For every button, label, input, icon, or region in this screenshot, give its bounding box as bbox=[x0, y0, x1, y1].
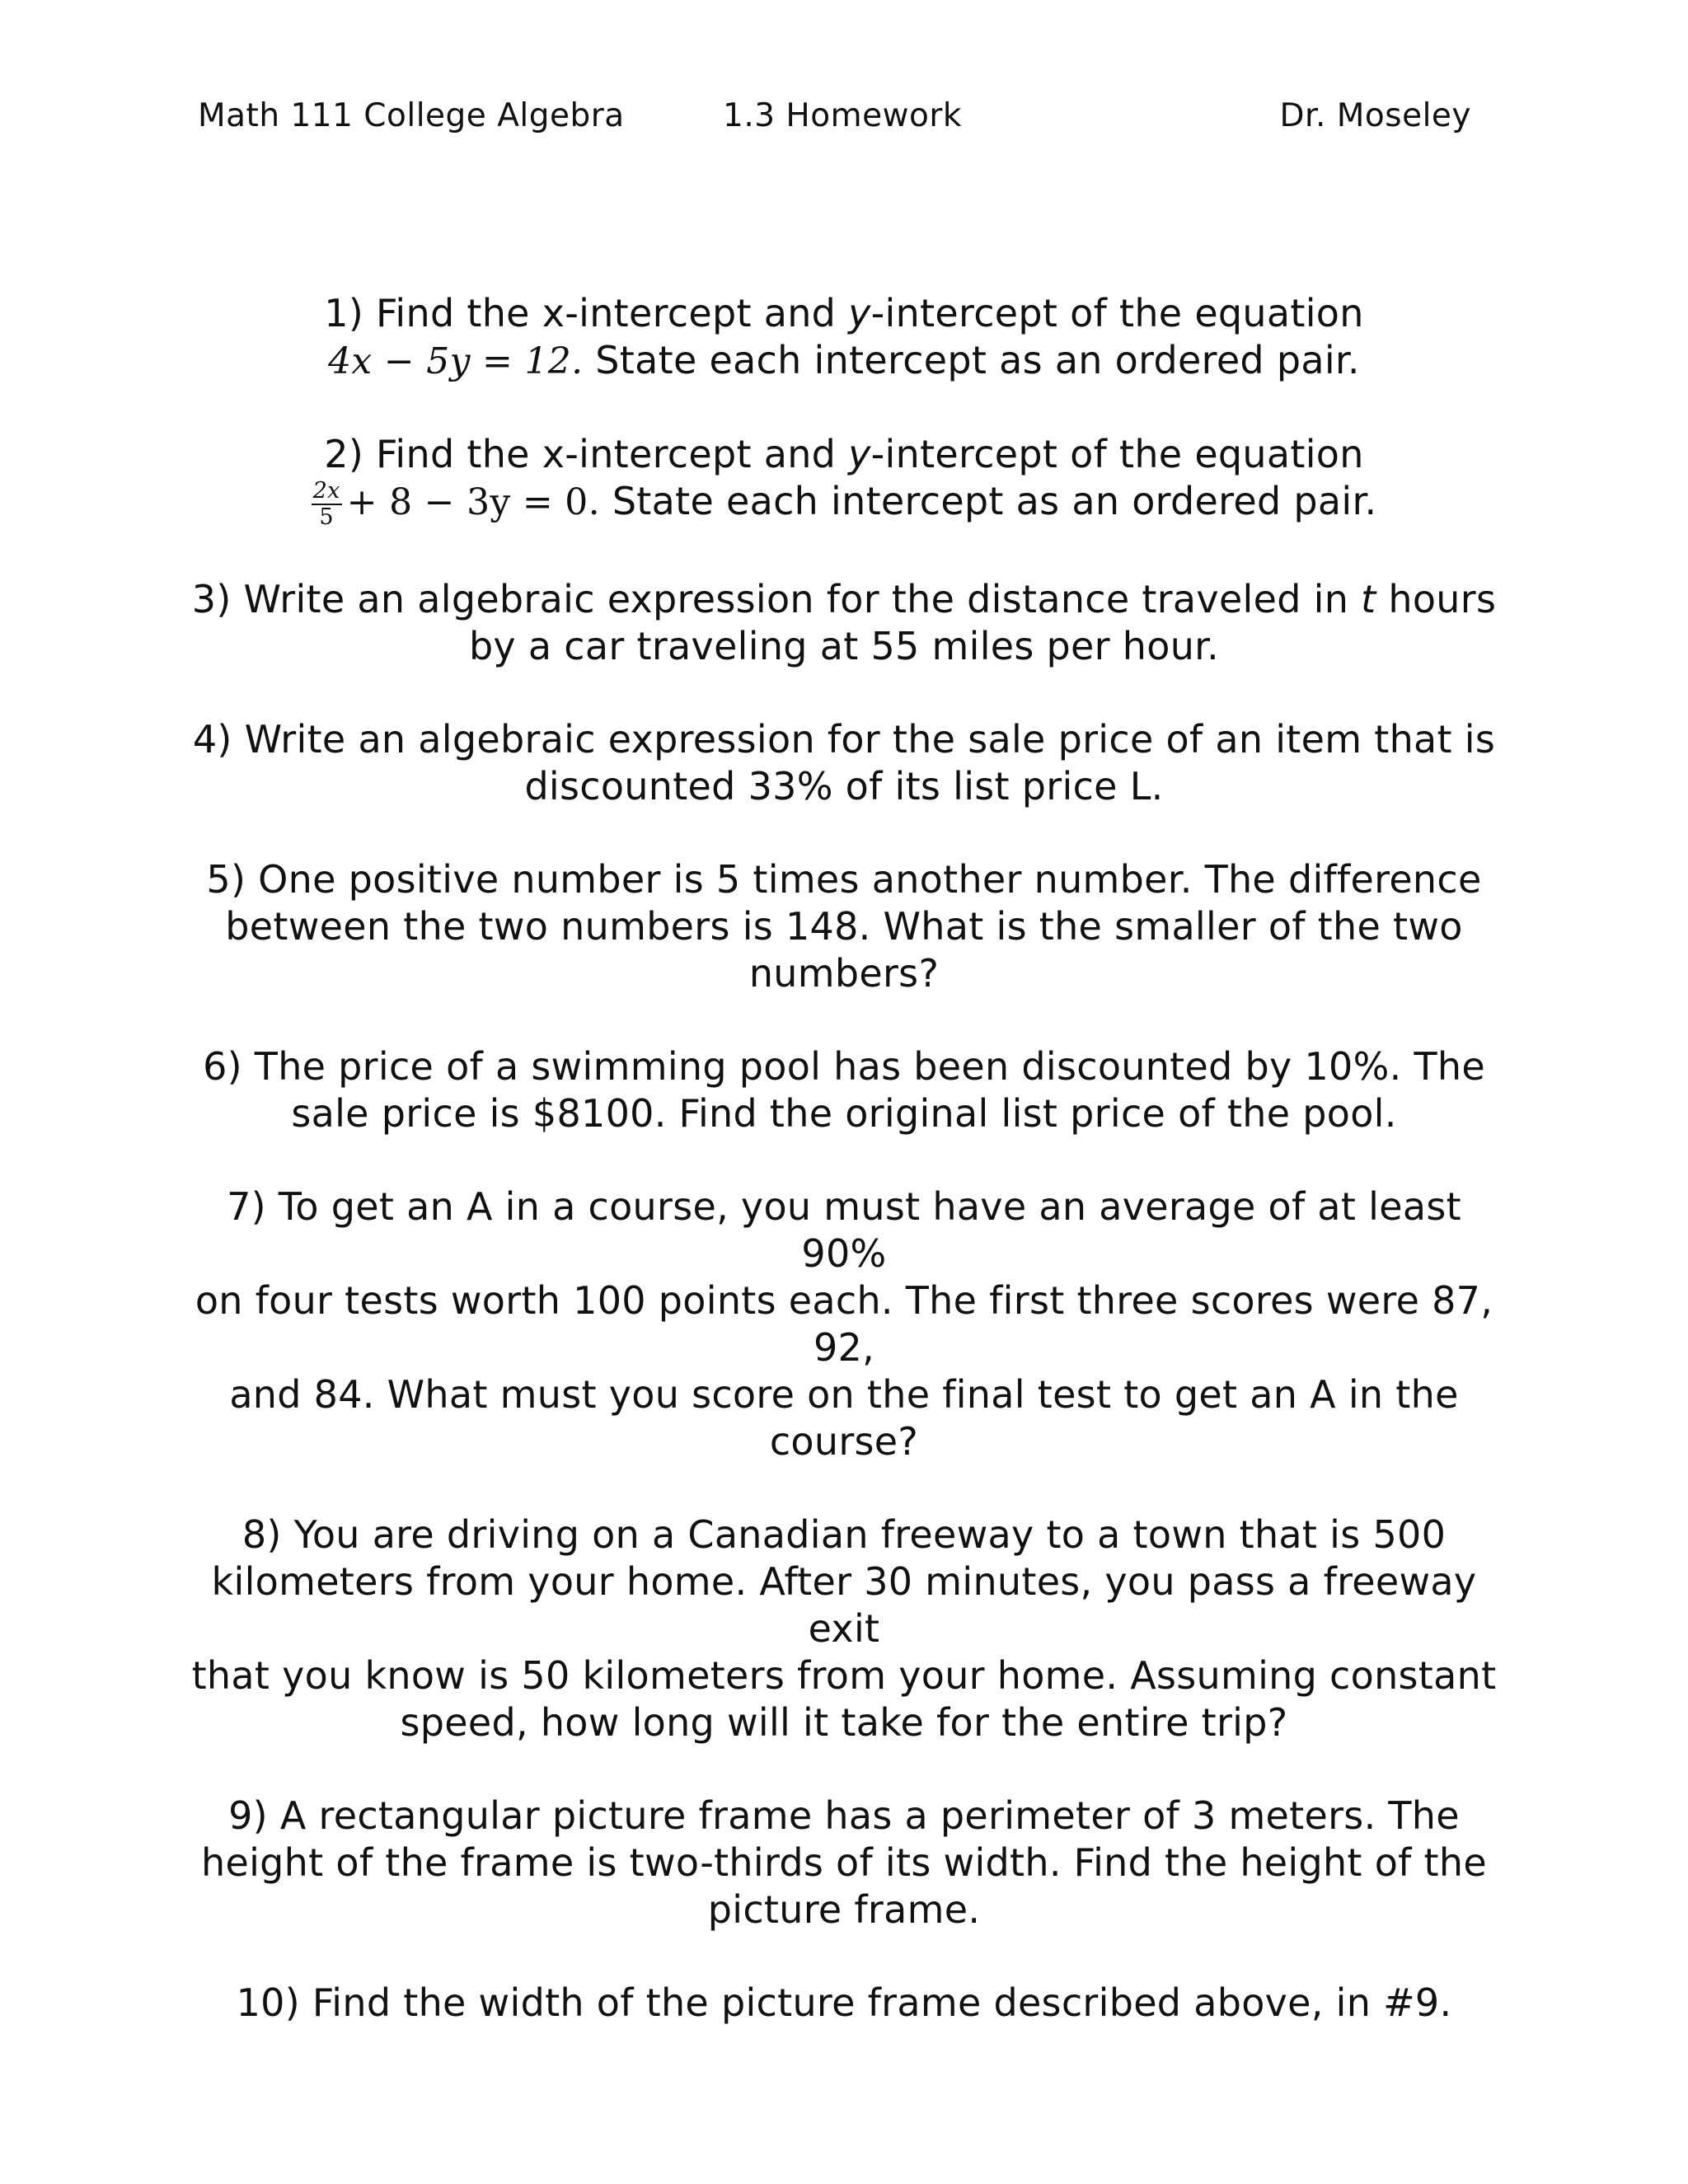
problem-8-line-4: speed, how long will it take for the entire trip? bbox=[400, 1699, 1288, 1745]
problem-3-line-1 bbox=[190, 576, 1498, 623]
problem-8-line-3: that you know is 50 kilometers from your home. Assuming constant bbox=[191, 1652, 1497, 1698]
course-title: Math 111 College Algebra bbox=[198, 97, 625, 134]
problem-3 bbox=[190, 576, 1498, 670]
problem-2-instruction: State each intercept as an ordered pair. bbox=[599, 479, 1377, 523]
problem-7-line-2: on four tests worth 100 points each. The first three scores were 87, 92, bbox=[195, 1277, 1493, 1370]
fraction-numerator: 2x bbox=[312, 477, 340, 504]
problem-1-text: 1) Find the x-intercept and bbox=[324, 291, 849, 335]
problem-2-fraction bbox=[312, 479, 342, 530]
problem-2 bbox=[190, 431, 1498, 530]
problem-1-equation: 4x − 5y = 12. bbox=[328, 340, 584, 382]
problem-9 bbox=[190, 1793, 1498, 1933]
assignment-title: 1.3 Homework bbox=[723, 97, 962, 134]
problem-3-text: 3) Write an algebraic expression for the distance traveled in bbox=[191, 576, 1362, 621]
problem-8-line-2: kilometers from your home. After 30 minutes, you pass a freeway exit bbox=[211, 1558, 1477, 1651]
problem-7-line-3: and 84. What must you score on the final test to get an A in the bbox=[229, 1371, 1459, 1417]
problem-2-text: 2) Find the x-intercept and bbox=[324, 432, 849, 476]
problem-2-line-1 bbox=[190, 431, 1498, 478]
problem-1 bbox=[190, 290, 1498, 385]
page-header bbox=[198, 97, 1471, 147]
problem-4 bbox=[190, 716, 1498, 810]
problem-list bbox=[190, 290, 1498, 2073]
problem-7-line-4: course? bbox=[769, 1418, 919, 1464]
problem-9-line-1: 9) A rectangular picture frame has a perimeter of 3 meters. The bbox=[228, 1793, 1460, 1838]
problem-1-text-end: -intercept of the equation bbox=[870, 291, 1364, 335]
problem-3-line-2: by a car traveling at 55 miles per hour. bbox=[468, 623, 1220, 668]
problem-7-line-1: 7) To get an A in a course, you must have an average of at least 90% bbox=[227, 1183, 1461, 1276]
problem-3-text-end: hours bbox=[1376, 576, 1497, 621]
problem-5 bbox=[190, 856, 1498, 997]
problem-2-equation: + 8 − 3y = 0. bbox=[346, 481, 600, 523]
problem-3-variable: t bbox=[1361, 576, 1376, 621]
problem-1-line-2 bbox=[190, 337, 1498, 385]
problem-5-line-1: 5) One positive number is 5 times another number. The difference bbox=[206, 856, 1482, 902]
problem-8-line-1: 8) You are driving on a Canadian freeway to a town that is 500 bbox=[241, 1511, 1447, 1557]
problem-2-variable: y bbox=[848, 432, 871, 476]
problem-5-line-2: between the two numbers is 148. What is the smaller of the two bbox=[225, 903, 1463, 949]
problem-4-line-1: 4) Write an algebraic expression for the sale price of an item that is bbox=[192, 716, 1496, 762]
problem-9-line-2: height of the frame is two-thirds of its width. Find the height of the bbox=[201, 1840, 1487, 1885]
problem-4-line-2: discounted 33% of its list price L. bbox=[524, 763, 1164, 808]
problem-5-line-3: numbers? bbox=[748, 950, 940, 996]
instructor-name: Dr. Moseley bbox=[1279, 97, 1471, 134]
problem-1-line-1 bbox=[190, 290, 1498, 337]
problem-7 bbox=[190, 1183, 1498, 1465]
problem-10 bbox=[190, 1980, 1498, 2027]
problem-6-line-1: 6) The price of a swimming pool has been discounted by 10%. The bbox=[203, 1043, 1485, 1089]
problem-6 bbox=[190, 1043, 1498, 1137]
problem-9-line-3: picture frame. bbox=[707, 1886, 981, 1932]
problem-1-variable: y bbox=[848, 291, 871, 335]
problem-6-line-2: sale price is $8100. Find the original list price of the pool. bbox=[291, 1090, 1397, 1136]
problem-1-instruction: State each intercept as an ordered pair. bbox=[583, 338, 1360, 382]
problem-2-text-end: -intercept of the equation bbox=[870, 432, 1364, 476]
problem-8 bbox=[190, 1511, 1498, 1746]
problem-2-line-2 bbox=[190, 478, 1498, 530]
problem-10-line-1: 10) Find the width of the picture frame described above, in #9. bbox=[236, 1980, 1452, 2025]
fraction-denominator: 5 bbox=[319, 504, 334, 530]
